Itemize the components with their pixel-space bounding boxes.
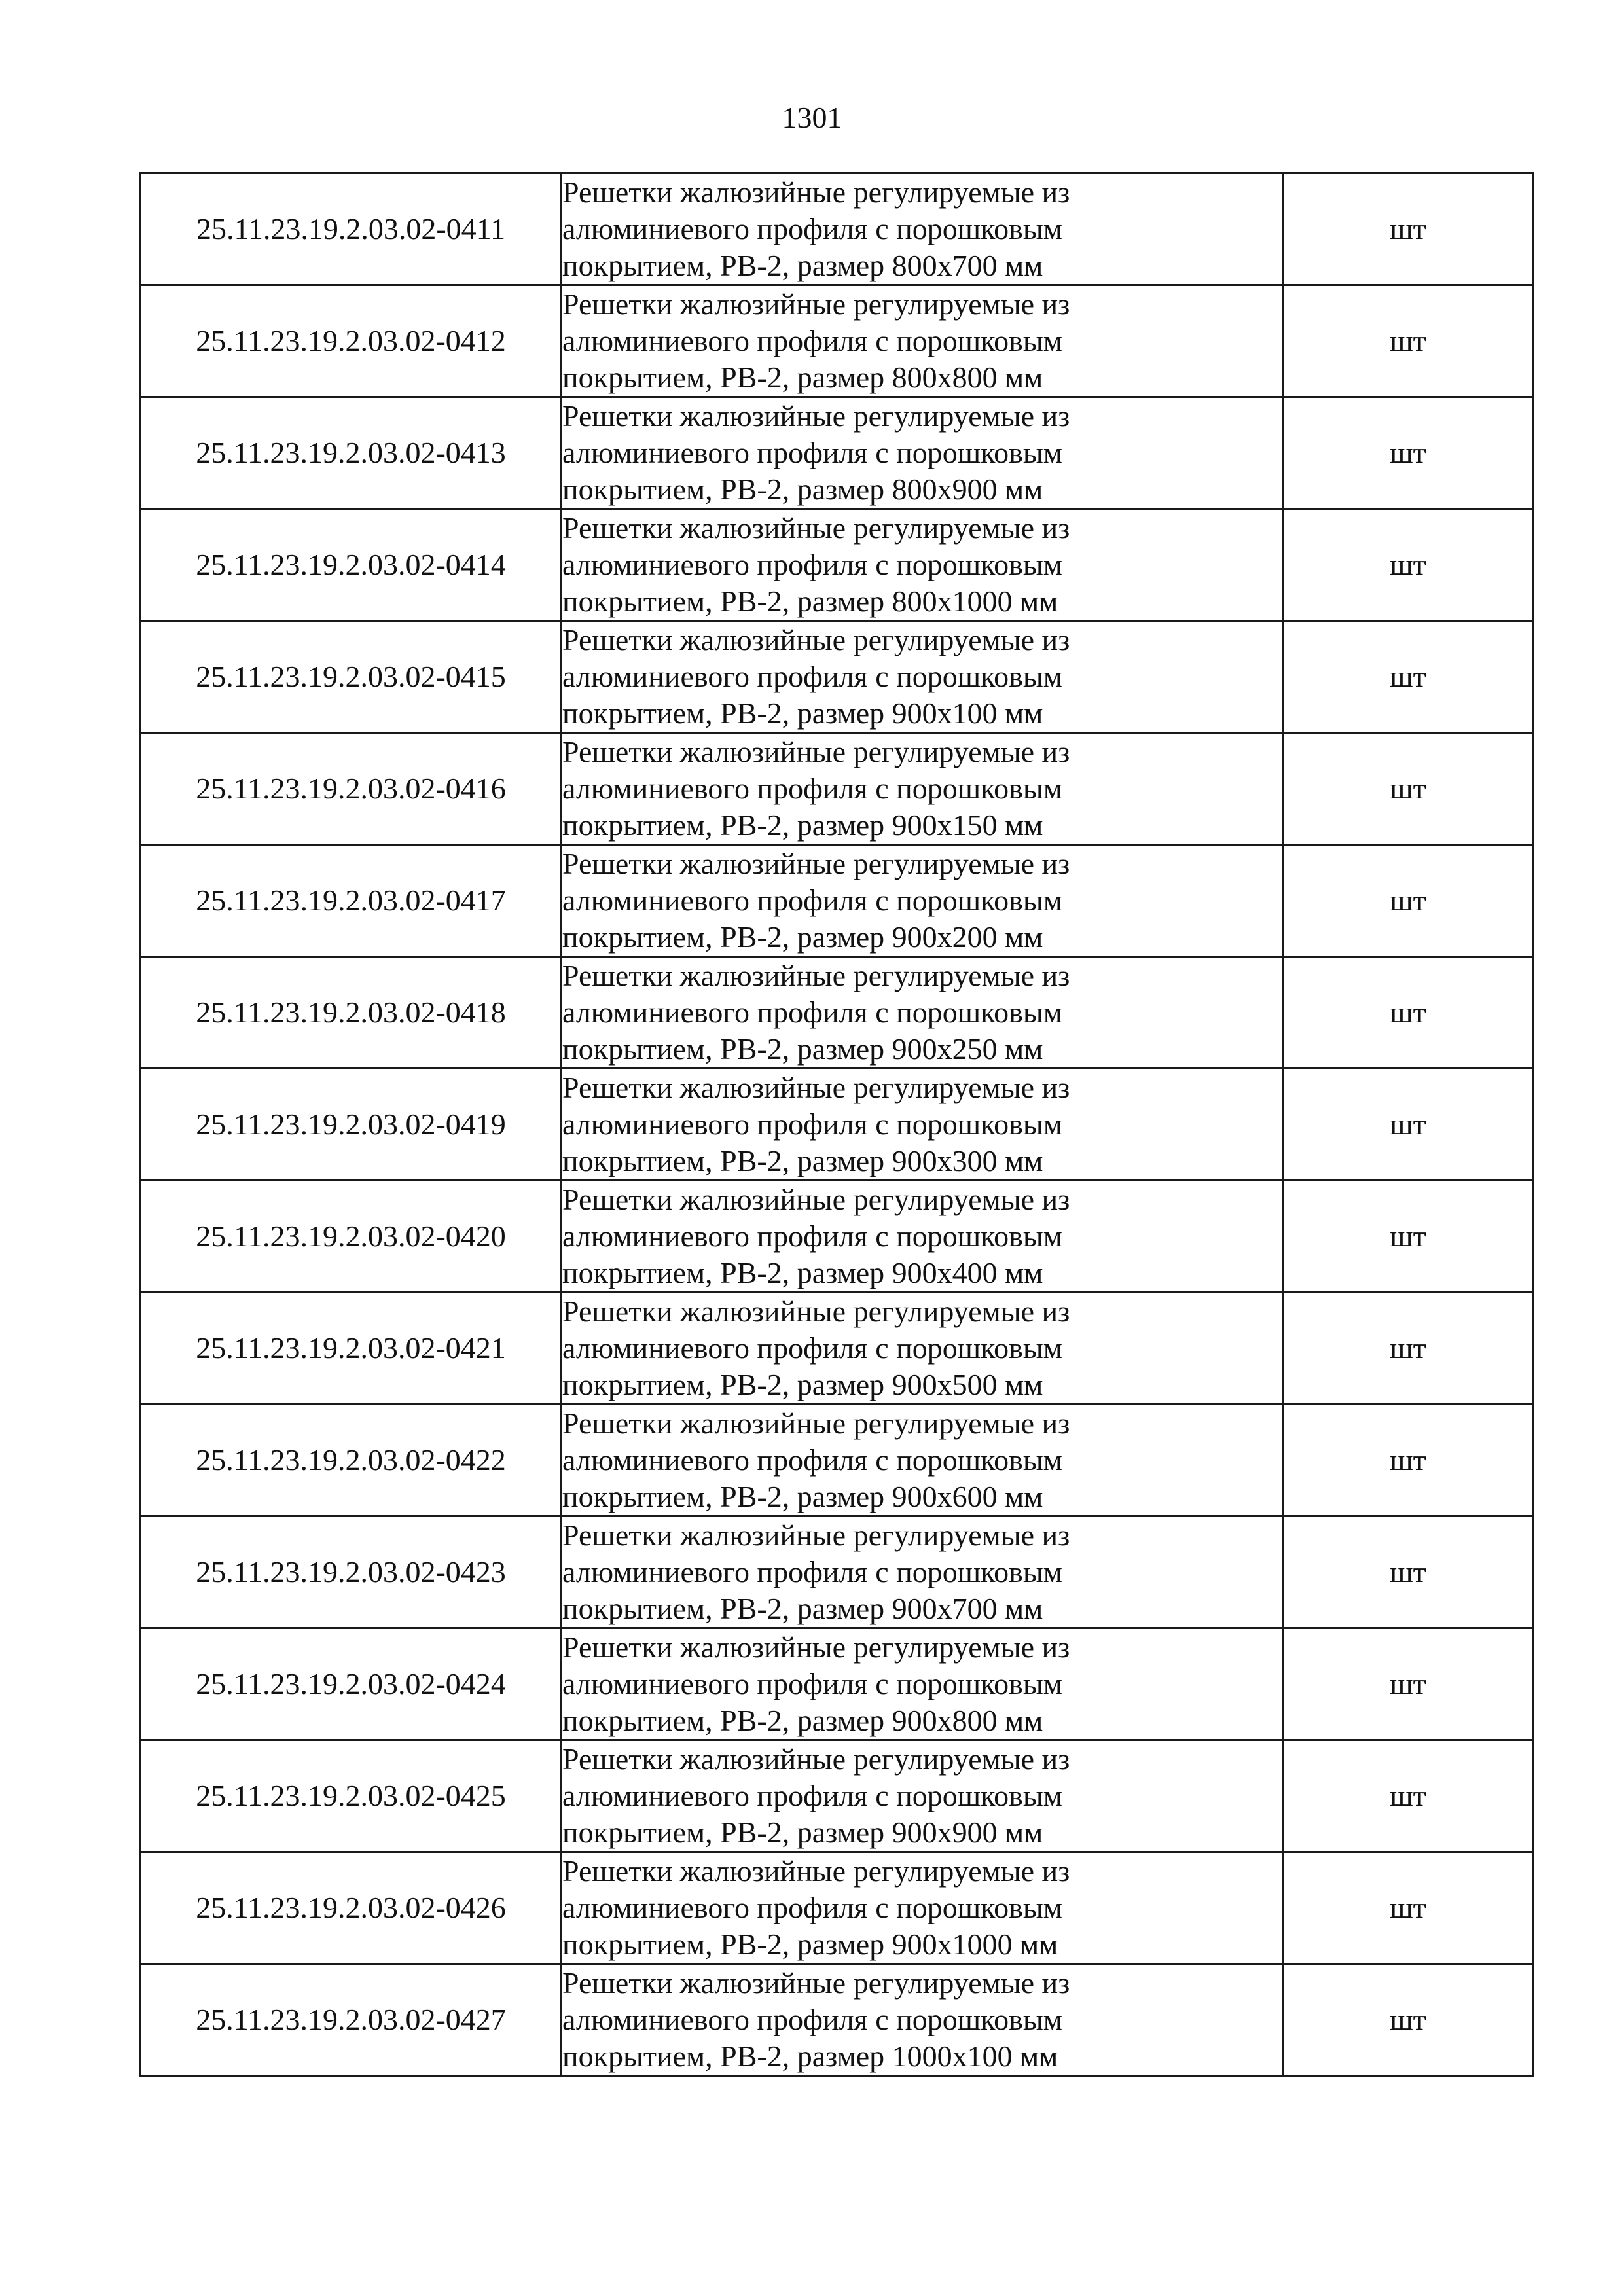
unit-of-measure: шт: [1284, 1740, 1533, 1852]
table-row: [141, 733, 1533, 845]
unit-of-measure: шт: [1284, 397, 1533, 509]
resource-name-line: Решетки жалюзийные регулируемые из: [562, 623, 1070, 656]
table-row: [141, 957, 1533, 1069]
resource-name: [562, 173, 1284, 285]
resource-name-line: алюминиевого профиля с порошковым: [562, 1555, 1062, 1588]
resource-name-line: алюминиевого профиля с порошковым: [562, 548, 1062, 581]
resource-name: [562, 1069, 1284, 1181]
resource-name-line: покрытием, РВ-2, размер 900х200 мм: [562, 920, 1043, 954]
table-row: [141, 1181, 1533, 1293]
resource-name: [562, 1740, 1284, 1852]
resource-name-line: Решетки жалюзийные регулируемые из: [562, 1630, 1070, 1664]
resource-name-line: алюминиевого профиля с порошковым: [562, 1779, 1062, 1812]
table-row: [141, 1740, 1533, 1852]
resource-name-line: алюминиевого профиля с порошковым: [562, 996, 1062, 1029]
unit-of-measure: шт: [1284, 1069, 1533, 1181]
resource-name-line: алюминиевого профиля с порошковым: [562, 324, 1062, 357]
resource-code: 25.11.23.19.2.03.02-0426: [141, 1852, 562, 1964]
resource-name-line: Решетки жалюзийные регулируемые из: [562, 1071, 1070, 1104]
resource-name-line: Решетки жалюзийные регулируемые из: [562, 287, 1070, 321]
table-body: [141, 173, 1533, 2076]
resource-name-line: покрытием, РВ-2, размер 900х1000 мм: [562, 1928, 1058, 1961]
resource-code: 25.11.23.19.2.03.02-0417: [141, 845, 562, 957]
resource-name: [562, 621, 1284, 733]
resource-name: [562, 1516, 1284, 1628]
resource-name-line: алюминиевого профиля с порошковым: [562, 436, 1062, 469]
resource-code: 25.11.23.19.2.03.02-0425: [141, 1740, 562, 1852]
resource-name-line: алюминиевого профиля с порошковым: [562, 1331, 1062, 1365]
resource-name-line: покрытием, РВ-2, размер 900х400 мм: [562, 1256, 1043, 1289]
resource-name-line: Решетки жалюзийные регулируемые из: [562, 1966, 1070, 2000]
table-row: [141, 1852, 1533, 1964]
resource-name-line: алюминиевого профиля с порошковым: [562, 884, 1062, 917]
resource-name: [562, 509, 1284, 621]
table-row: [141, 1964, 1533, 2076]
resource-name-line: Решетки жалюзийные регулируемые из: [562, 1295, 1070, 1328]
resource-name-line: Решетки жалюзийные регулируемые из: [562, 175, 1070, 209]
resource-name-line: покрытием, РВ-2, размер 1000х100 мм: [562, 2039, 1058, 2073]
resource-code: 25.11.23.19.2.03.02-0412: [141, 285, 562, 397]
table-row: [141, 509, 1533, 621]
table-row: [141, 1069, 1533, 1181]
resource-name-line: покрытием, РВ-2, размер 800х1000 мм: [562, 584, 1058, 618]
unit-of-measure: шт: [1284, 285, 1533, 397]
resource-name-line: покрытием, РВ-2, размер 800х800 мм: [562, 361, 1043, 394]
table-row: [141, 397, 1533, 509]
resource-name-line: алюминиевого профиля с порошковым: [562, 660, 1062, 693]
resource-name-line: Решетки жалюзийные регулируемые из: [562, 399, 1070, 433]
resource-code: 25.11.23.19.2.03.02-0416: [141, 733, 562, 845]
unit-of-measure: шт: [1284, 1181, 1533, 1293]
resource-table: [139, 172, 1534, 2077]
resource-name-line: алюминиевого профиля с порошковым: [562, 212, 1062, 245]
unit-of-measure: шт: [1284, 173, 1533, 285]
resource-name-line: алюминиевого профиля с порошковым: [562, 2003, 1062, 2036]
resource-name-line: покрытием, РВ-2, размер 900х500 мм: [562, 1368, 1043, 1401]
unit-of-measure: шт: [1284, 957, 1533, 1069]
table-row: [141, 1516, 1533, 1628]
unit-of-measure: шт: [1284, 1964, 1533, 2076]
table-row: [141, 1628, 1533, 1740]
resource-name-line: алюминиевого профиля с порошковым: [562, 1891, 1062, 1924]
resource-code: 25.11.23.19.2.03.02-0418: [141, 957, 562, 1069]
resource-name-line: Решетки жалюзийные регулируемые из: [562, 959, 1070, 992]
resource-name-line: покрытием, РВ-2, размер 800х700 мм: [562, 249, 1043, 282]
resource-code: 25.11.23.19.2.03.02-0413: [141, 397, 562, 509]
resource-code: 25.11.23.19.2.03.02-0414: [141, 509, 562, 621]
unit-of-measure: шт: [1284, 1405, 1533, 1516]
resource-code: 25.11.23.19.2.03.02-0421: [141, 1293, 562, 1405]
resource-name-line: Решетки жалюзийные регулируемые из: [562, 511, 1070, 545]
resource-name-line: покрытием, РВ-2, размер 900х600 мм: [562, 1480, 1043, 1513]
resource-name-line: Решетки жалюзийные регулируемые из: [562, 847, 1070, 880]
page-number: 1301: [782, 101, 842, 134]
resource-name-line: Решетки жалюзийные регулируемые из: [562, 1407, 1070, 1440]
resource-code: 25.11.23.19.2.03.02-0415: [141, 621, 562, 733]
resource-code: 25.11.23.19.2.03.02-0423: [141, 1516, 562, 1628]
resource-name-line: Решетки жалюзийные регулируемые из: [562, 1183, 1070, 1216]
unit-of-measure: шт: [1284, 733, 1533, 845]
table-row: [141, 621, 1533, 733]
resource-name-line: покрытием, РВ-2, размер 900х100 мм: [562, 696, 1043, 730]
unit-of-measure: шт: [1284, 621, 1533, 733]
table-row: [141, 1293, 1533, 1405]
resource-name: [562, 1964, 1284, 2076]
resource-name: [562, 285, 1284, 397]
resource-name-line: алюминиевого профиля с порошковым: [562, 1443, 1062, 1477]
resource-name-line: алюминиевого профиля с порошковым: [562, 1667, 1062, 1700]
resource-name-line: Решетки жалюзийные регулируемые из: [562, 1518, 1070, 1552]
resource-name-line: покрытием, РВ-2, размер 900х900 мм: [562, 1816, 1043, 1849]
resource-name: [562, 397, 1284, 509]
resource-name-line: покрытием, РВ-2, размер 900х700 мм: [562, 1592, 1043, 1625]
resource-name-line: покрытием, РВ-2, размер 900х800 мм: [562, 1704, 1043, 1737]
resource-code: 25.11.23.19.2.03.02-0419: [141, 1069, 562, 1181]
table-row: [141, 1405, 1533, 1516]
resource-name-line: алюминиевого профиля с порошковым: [562, 772, 1062, 805]
resource-name: [562, 957, 1284, 1069]
resource-name-line: Решетки жалюзийные регулируемые из: [562, 1854, 1070, 1888]
resource-name: [562, 1852, 1284, 1964]
resource-name: [562, 1181, 1284, 1293]
resource-name-line: покрытием, РВ-2, размер 900х300 мм: [562, 1144, 1043, 1177]
resource-name: [562, 733, 1284, 845]
resource-code: 25.11.23.19.2.03.02-0424: [141, 1628, 562, 1740]
resource-name-line: покрытием, РВ-2, размер 900х150 мм: [562, 808, 1043, 842]
resource-name-line: алюминиевого профиля с порошковым: [562, 1219, 1062, 1253]
table-row: [141, 173, 1533, 285]
unit-of-measure: шт: [1284, 1628, 1533, 1740]
resource-name-line: алюминиевого профиля с порошковым: [562, 1107, 1062, 1141]
unit-of-measure: шт: [1284, 1516, 1533, 1628]
table-row: [141, 285, 1533, 397]
resource-name-line: покрытием, РВ-2, размер 800х900 мм: [562, 473, 1043, 506]
resource-name-line: покрытием, РВ-2, размер 900х250 мм: [562, 1032, 1043, 1066]
resource-name-line: Решетки жалюзийные регулируемые из: [562, 735, 1070, 768]
resource-name: [562, 1405, 1284, 1516]
unit-of-measure: шт: [1284, 509, 1533, 621]
unit-of-measure: шт: [1284, 1852, 1533, 1964]
resource-code: 25.11.23.19.2.03.02-0422: [141, 1405, 562, 1516]
unit-of-measure: шт: [1284, 845, 1533, 957]
resource-code: 25.11.23.19.2.03.02-0420: [141, 1181, 562, 1293]
unit-of-measure: шт: [1284, 1293, 1533, 1405]
resource-name: [562, 1293, 1284, 1405]
resource-name: [562, 1628, 1284, 1740]
resource-code: 25.11.23.19.2.03.02-0411: [141, 173, 562, 285]
resource-name-line: Решетки жалюзийные регулируемые из: [562, 1742, 1070, 1776]
resource-name: [562, 845, 1284, 957]
resource-code: 25.11.23.19.2.03.02-0427: [141, 1964, 562, 2076]
table-row: [141, 845, 1533, 957]
